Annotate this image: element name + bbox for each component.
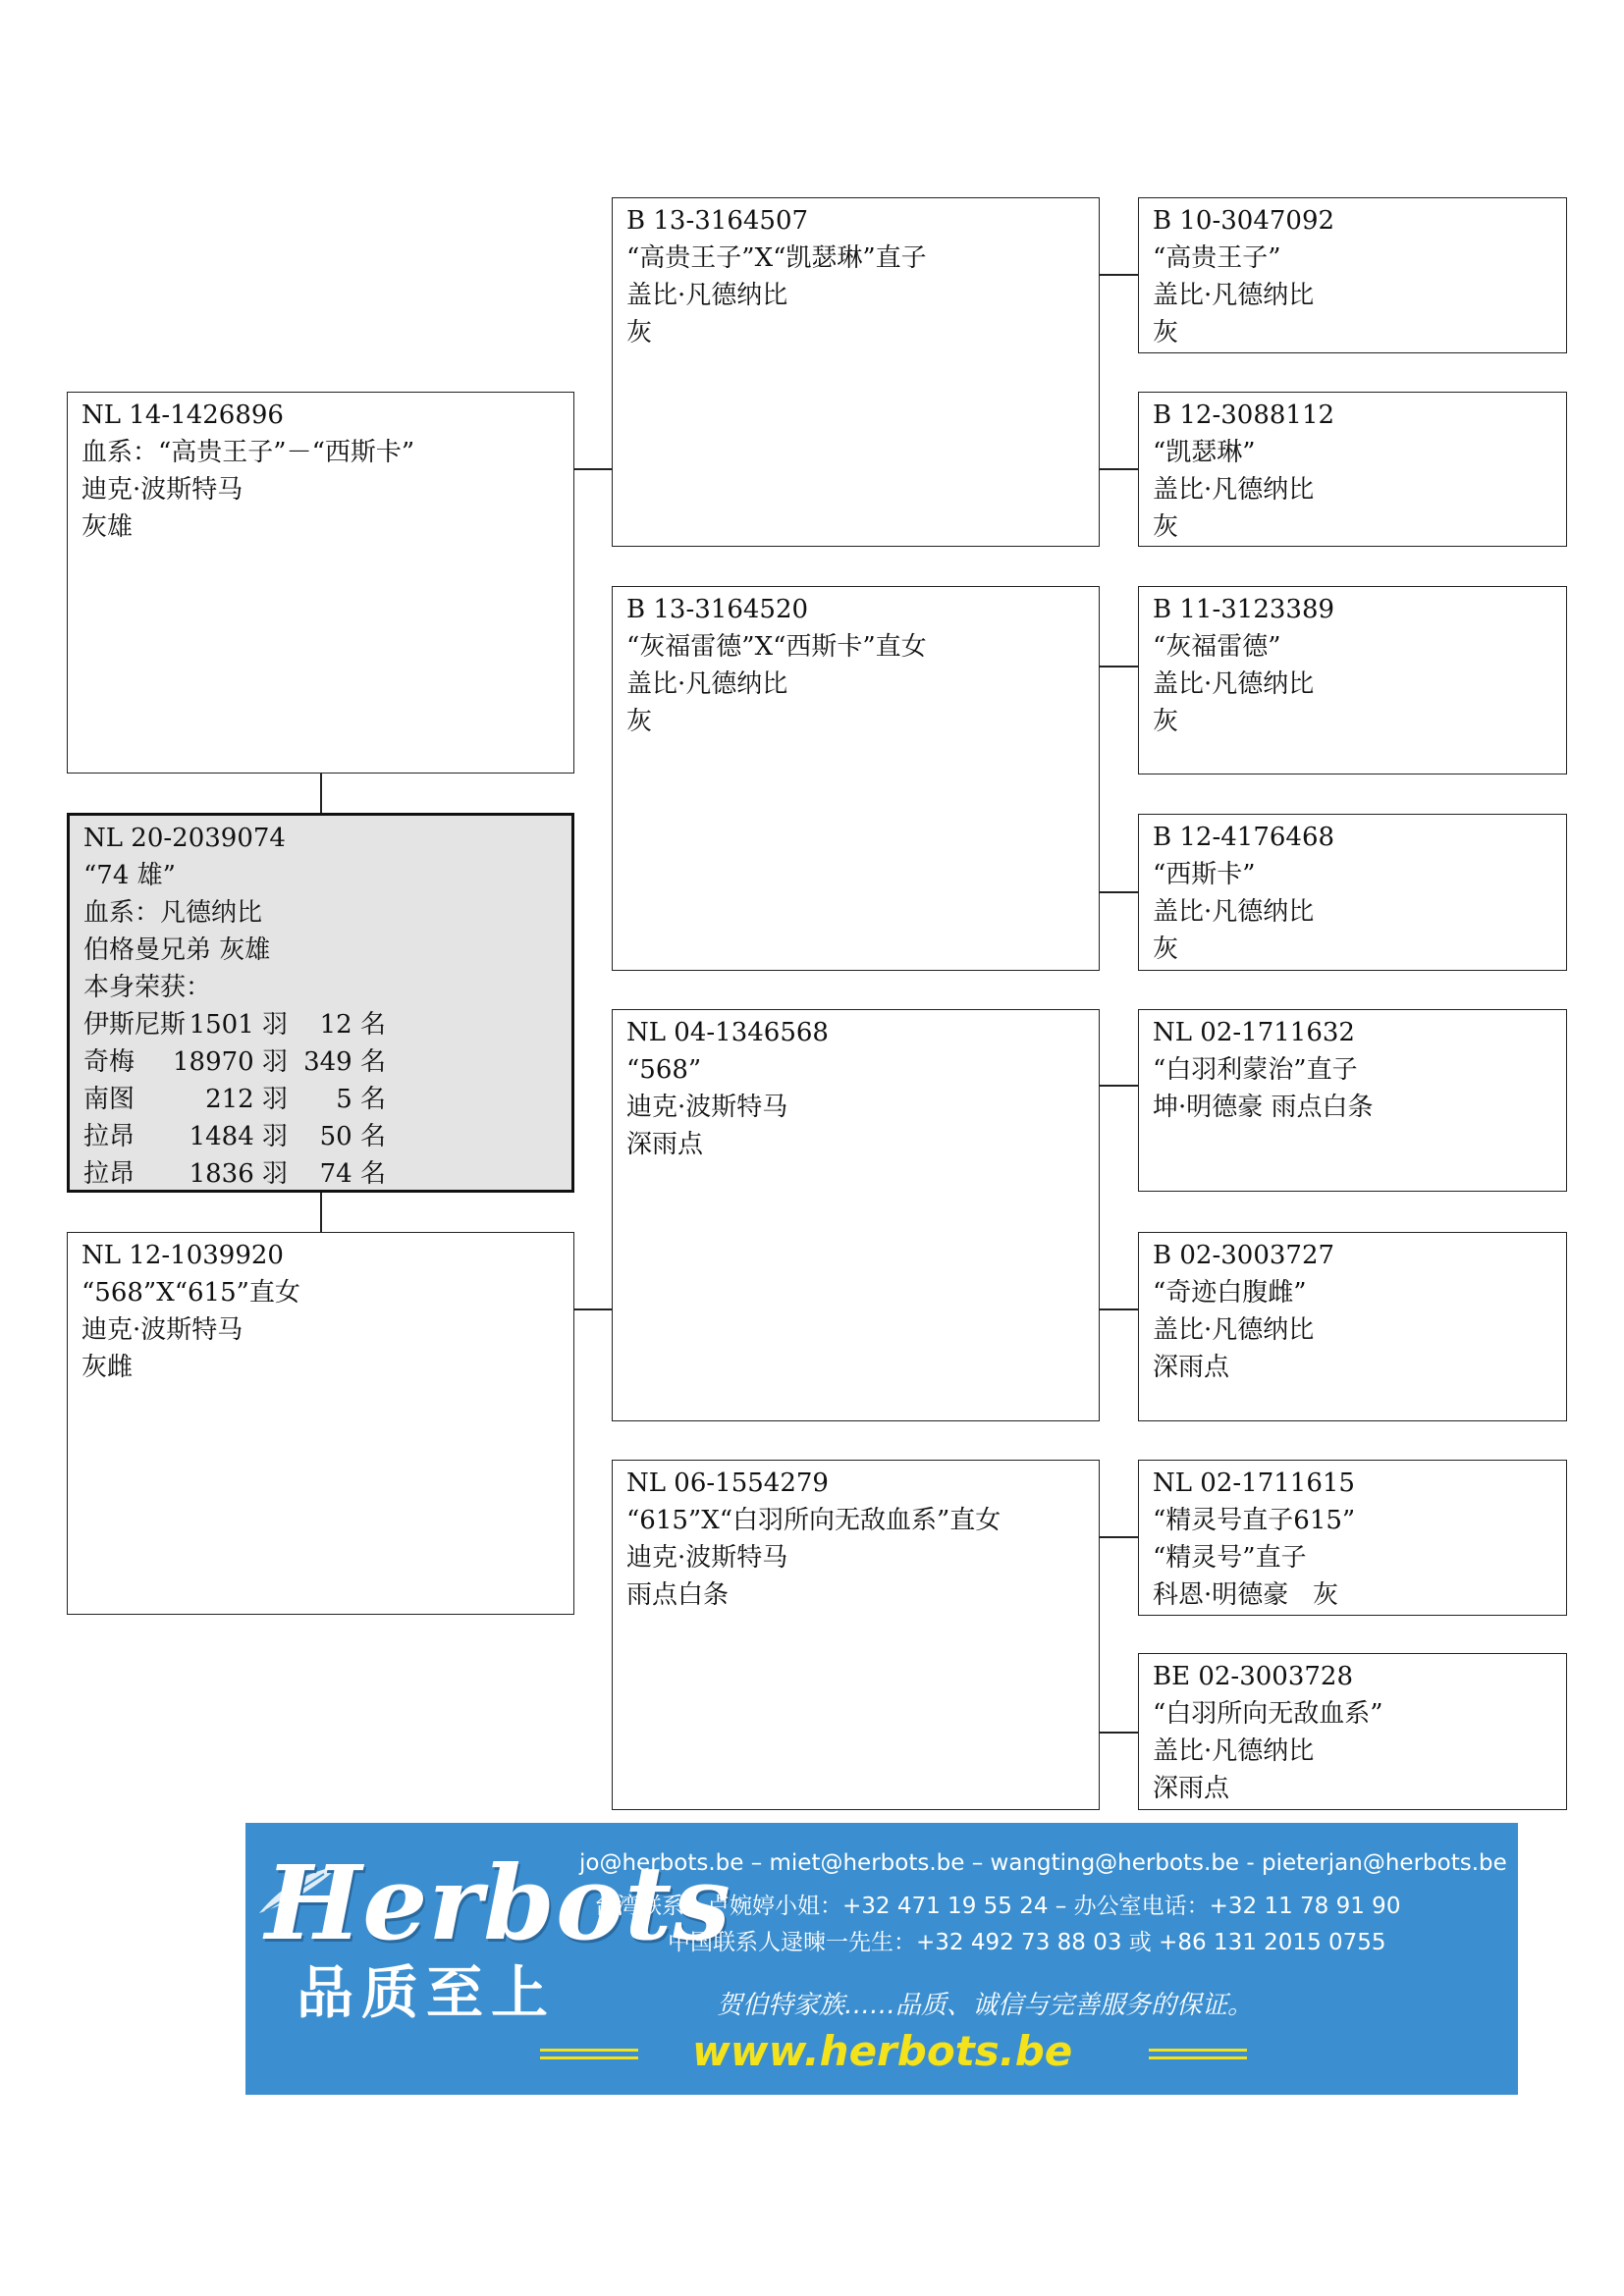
- honor-race: 南图: [83, 1085, 135, 1114]
- gg-ring: B 12-4176468: [1153, 823, 1335, 852]
- great-grandparent-card: [1138, 1460, 1567, 1616]
- great-grandparent-card: [1138, 586, 1567, 774]
- contact-china: 中国联系人逯暕一先生：+32 492 73 88 03 或 +86 131 2015 0755: [668, 1930, 1386, 1955]
- great-grandparent-card: [1138, 1653, 1567, 1810]
- grandparent-pairing: “高贵王子”X“凯瑟琳”直子: [626, 243, 927, 273]
- gg-name: “精灵号直子615”: [1153, 1506, 1356, 1535]
- gg-ring: NL 02-1711615: [1153, 1468, 1355, 1498]
- grandparent-color: 灰: [626, 318, 653, 347]
- honors-title: 本身荣获：: [83, 973, 212, 1002]
- dam-card: [67, 1232, 574, 1615]
- gg-ring: B 02-3003727: [1153, 1241, 1335, 1270]
- honor-race: 奇梅: [83, 1047, 135, 1077]
- grandparent-pairing: “615”X“白羽所向无敌血系”直女: [626, 1506, 1001, 1535]
- gg-name: “奇迹白腹雌”: [1153, 1278, 1307, 1308]
- grandparent-card: [612, 1460, 1100, 1810]
- gg-name-2: “精灵号”直子: [1153, 1543, 1307, 1573]
- gg-name: “白羽利蒙治”直子: [1153, 1055, 1358, 1085]
- honor-place: 12 名: [319, 1010, 386, 1040]
- honor-birds: 1501 羽: [189, 1010, 288, 1040]
- gg-name: “白羽所向无敌血系”: [1153, 1699, 1383, 1729]
- gg-name: “高贵王子”: [1153, 243, 1281, 273]
- gg-color: 深雨点: [1153, 1353, 1230, 1382]
- gg-ring: B 10-3047092: [1153, 206, 1335, 236]
- decor-line: [540, 2056, 638, 2059]
- honor-row: [83, 1081, 571, 1118]
- honor-race: 拉昂: [83, 1122, 135, 1151]
- gg-ring: B 12-3088112: [1153, 400, 1335, 430]
- gg-color: 灰: [1153, 934, 1179, 964]
- connector-line: [1100, 274, 1138, 276]
- grandparent-pairing: “灰福雷德”X“西斯卡”直女: [626, 632, 927, 662]
- connector-line: [1100, 468, 1138, 470]
- honor-place: 349 名: [303, 1047, 386, 1077]
- honor-row: [83, 1118, 571, 1155]
- honor-race: 拉昂: [83, 1159, 135, 1189]
- connector-line: [320, 774, 322, 813]
- gg-color: 灰: [1153, 707, 1179, 736]
- sire-ring: NL 14-1426896: [81, 400, 284, 430]
- connector-line: [320, 1193, 322, 1232]
- grandparent-breeder: 盖比·凡德纳比: [626, 281, 788, 310]
- gg-name: “西斯卡”: [1153, 860, 1256, 889]
- honor-birds: 18970 羽: [173, 1047, 288, 1077]
- connector-line: [1100, 891, 1138, 893]
- honor-birds: 1836 羽: [189, 1159, 288, 1189]
- honor-row: [83, 1006, 571, 1043]
- great-grandparent-card: [1138, 814, 1567, 971]
- gg-color: 灰: [1153, 512, 1179, 542]
- honor-row: [83, 1155, 571, 1193]
- honor-birds: 212 羽: [205, 1085, 288, 1114]
- connector-line: [1100, 1308, 1138, 1310]
- slogan: 贺伯特家族……品质、诚信与完善服务的保证。: [717, 1991, 1254, 2020]
- subject-strain: 血系：凡德纳比: [83, 898, 263, 928]
- connector-line: [1100, 1536, 1138, 1538]
- subject-name: “74 雄”: [83, 861, 176, 890]
- great-grandparent-card: [1138, 1009, 1567, 1192]
- tagline: 品质至上: [297, 1959, 557, 2026]
- gg-breeder-color: 坤·明德豪 雨点白条: [1153, 1093, 1374, 1122]
- grandparent-name: “568”: [626, 1055, 702, 1085]
- dam-color: 灰雌: [81, 1353, 134, 1382]
- gg-ring: NL 02-1711632: [1153, 1018, 1355, 1047]
- grandparent-ring: NL 06-1554279: [626, 1468, 829, 1498]
- connector-line: [1100, 1085, 1138, 1087]
- gg-name: “凯瑟琳”: [1153, 438, 1256, 467]
- gg-name: “灰福雷德”: [1153, 632, 1281, 662]
- gg-breeder: 盖比·凡德纳比: [1153, 897, 1315, 927]
- grandparent-breeder: 迪克·波斯特马: [626, 1093, 788, 1122]
- gg-breeder: 盖比·凡德纳比: [1153, 1315, 1315, 1345]
- gg-ring: B 11-3123389: [1153, 595, 1335, 624]
- contact-taiwan: 台湾联系人卢婉婷小姐：+32 471 19 55 24 – 办公室电话：+32 11 78 91 90: [594, 1894, 1401, 1919]
- sire-color: 灰雄: [81, 512, 134, 542]
- website-link[interactable]: www.herbots.be: [692, 2027, 1073, 2075]
- dam-ring: NL 12-1039920: [81, 1241, 284, 1270]
- decor-line: [540, 2049, 638, 2052]
- gg-color: 深雨点: [1153, 1774, 1230, 1803]
- dam-pairing: “568”X“615”直女: [81, 1278, 300, 1308]
- subject-owner-sex: 伯格曼兄弟 灰雄: [83, 935, 271, 965]
- grandparent-card: [612, 1009, 1100, 1421]
- dam-breeder: 迪克·波斯特马: [81, 1315, 244, 1345]
- decor-line: [1149, 2056, 1247, 2059]
- grandparent-color: 灰: [626, 707, 653, 736]
- gg-breeder: 盖比·凡德纳比: [1153, 475, 1315, 505]
- sire-card: [67, 392, 574, 774]
- grandparent-color: 深雨点: [626, 1130, 704, 1159]
- grandparent-ring: B 13-3164520: [626, 595, 809, 624]
- grandparent-card: [612, 586, 1100, 971]
- connector-line: [574, 1308, 612, 1310]
- gg-breeder-color: 科恩·明德豪 灰: [1153, 1580, 1339, 1610]
- grandparent-ring: NL 04-1346568: [626, 1018, 829, 1047]
- decor-line: [1149, 2049, 1247, 2052]
- great-grandparent-card: [1138, 1232, 1567, 1421]
- gg-breeder: 盖比·凡德纳比: [1153, 669, 1315, 699]
- grandparent-ring: B 13-3164507: [626, 206, 809, 236]
- connector-line: [1100, 666, 1138, 667]
- connector-line: [574, 468, 612, 470]
- subject-ring: NL 20-2039074: [83, 824, 286, 853]
- honor-place: 50 名: [319, 1122, 386, 1151]
- honor-place: 5 名: [336, 1085, 386, 1114]
- honor-birds: 1484 羽: [189, 1122, 288, 1151]
- email-list[interactable]: jo@herbots.be – miet@herbots.be – wangting@herbots.be - pieterjan@herbots.be: [579, 1850, 1507, 1876]
- honor-row: [83, 1043, 571, 1081]
- grandparent-card: [612, 197, 1100, 547]
- honor-race: 伊斯尼斯: [83, 1010, 187, 1040]
- honor-place: 74 名: [319, 1159, 386, 1189]
- grandparent-color: 雨点白条: [626, 1580, 730, 1610]
- great-grandparent-card: [1138, 392, 1567, 547]
- subject-card: [67, 813, 574, 1193]
- grandparent-breeder: 迪克·波斯特马: [626, 1543, 788, 1573]
- great-grandparent-card: [1138, 197, 1567, 353]
- herbots-banner: [245, 1823, 1518, 2095]
- gg-breeder: 盖比·凡德纳比: [1153, 281, 1315, 310]
- connector-line: [1100, 1732, 1138, 1734]
- grandparent-breeder: 盖比·凡德纳比: [626, 669, 788, 699]
- herbots-logo: Herbots: [265, 1842, 731, 1963]
- sire-strain: 血系：“高贵王子”－“西斯卡”: [81, 438, 415, 467]
- gg-color: 灰: [1153, 318, 1179, 347]
- gg-ring: BE 02-3003728: [1153, 1662, 1354, 1691]
- sire-breeder: 迪克·波斯特马: [81, 475, 244, 505]
- gg-breeder: 盖比·凡德纳比: [1153, 1736, 1315, 1766]
